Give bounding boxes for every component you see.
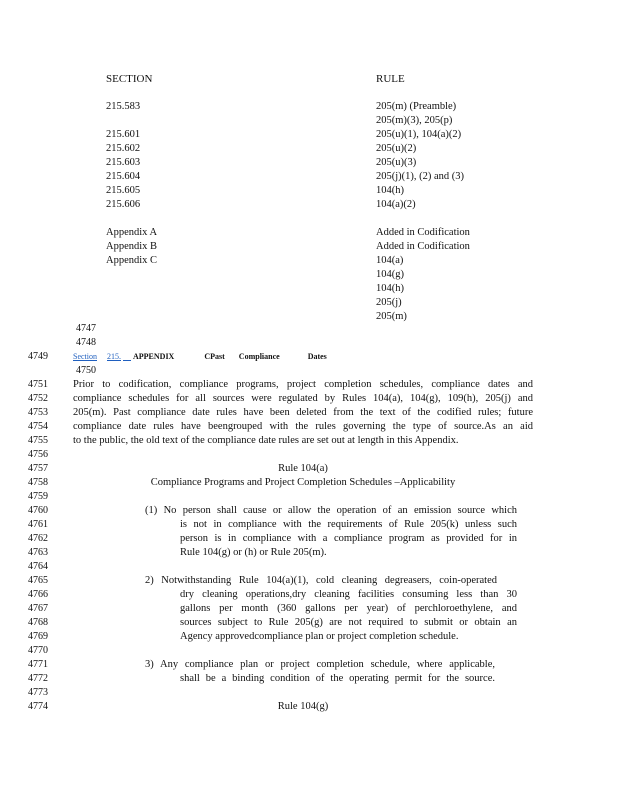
line-number: 4752: [28, 393, 48, 404]
appendix-cell: Appendix A: [106, 227, 158, 238]
item-2-first-line: 2) Notwithstanding Rule 104(a)(1), cold cleaning degreasers, coin-operated: [145, 575, 497, 586]
rule-cell: 104(a)(2): [376, 199, 416, 210]
line-number: 4748: [76, 337, 96, 348]
paragraph-line: compliance schedules for all sources were regulated by Rules 104(a), 104(g), 109(h), 205(j) and: [73, 393, 533, 404]
section-cell: 215.583: [106, 101, 141, 112]
line-number: 4774: [28, 701, 48, 712]
item-2-continuation: [180, 588, 517, 644]
appendix-cell: Appendix C: [106, 255, 158, 266]
rule-cell: 104(a): [376, 255, 404, 266]
dates-label: Dates: [307, 352, 327, 361]
line-number: 4765: [28, 575, 48, 586]
compliance-label: Compliance: [238, 352, 280, 361]
item-2: [145, 574, 497, 588]
line-number-gutter: [28, 378, 58, 714]
rule-cell: 104(g): [376, 269, 404, 280]
intro-paragraph: [73, 378, 533, 448]
section-cell: 215.601: [106, 129, 141, 140]
section-cell: 215.604: [106, 171, 141, 182]
rule-104g-title: Rule 104(g): [277, 701, 329, 712]
link-underline: [123, 352, 131, 361]
line-number: 4759: [28, 491, 48, 502]
line-number: 4770: [28, 645, 48, 656]
item-3-first-line: 3) Any compliance plan or project completion schedule, where applicable,: [145, 659, 495, 670]
item-line: person is in compliance with a compliance program as provided for in: [180, 533, 517, 544]
rule-column-header: RULE: [376, 73, 405, 85]
paragraph-line: 205(m). Past compliance date rules have been deleted from the text of the codified rules; future: [73, 407, 533, 418]
rule-cell: 205(j)(1), (2) and (3): [376, 171, 465, 182]
line-number: 4771: [28, 659, 48, 670]
line-number: 4756: [28, 449, 48, 460]
rule-cell: 104(h): [376, 185, 404, 196]
line-number: 4753: [28, 407, 48, 418]
section-cell: 215.605: [106, 185, 141, 196]
line-number: 4769: [28, 631, 48, 642]
line-number: 4757: [28, 463, 48, 474]
line-number: 4755: [28, 435, 48, 446]
item-line: Rule 104(g) or (h) or Rule 205(m).: [180, 547, 327, 558]
paragraph-line: compliance date rules have beengrouped with the rules governing the type of source.As an aid: [73, 421, 533, 432]
item-3-continuation: [180, 672, 495, 686]
section-cell: 215.603: [106, 157, 141, 168]
appendix-label: APPENDIX: [133, 352, 175, 361]
section-list-group2: [106, 226, 157, 268]
line-number: 4766: [28, 589, 48, 600]
rule-104a-subtitle: Compliance Programs and Project Completion Schedules –Applicability: [150, 477, 456, 488]
line-number: 4763: [28, 547, 48, 558]
line-number: 4773: [28, 687, 48, 698]
line-number: 4762: [28, 533, 48, 544]
appendix-cell: Appendix B: [106, 241, 158, 252]
section-list-group1: [106, 100, 140, 212]
cpast-label: CPast: [204, 352, 225, 361]
section-number-link[interactable]: 215.: [107, 352, 121, 361]
appendix-heading: [73, 350, 327, 364]
section-cell: [106, 114, 140, 128]
rule-list-group1: [376, 100, 464, 212]
line-number: 4754: [28, 421, 48, 432]
item-1-first-line: (1) No person shall cause or allow the operation of an emission source which: [145, 505, 517, 516]
rule-cell: 205(m)(3), 205(p): [376, 115, 453, 126]
item-line: gallons per month (360 gallons per year) of perchloroethylene, and: [180, 603, 517, 614]
line-number: 4772: [28, 673, 48, 684]
item-line: sources subject to Rule 205(g) are not required to submit or obtain an: [180, 617, 517, 628]
line-number: 4750: [76, 365, 96, 376]
line-number: 4747: [76, 323, 96, 334]
line-number: 4764: [28, 561, 48, 572]
section-link[interactable]: Section: [73, 352, 97, 361]
rule-cell: 104(h): [376, 283, 404, 294]
paragraph-line: to the public, the old text of the compliance date rules are set out at length in this Appendix.: [73, 435, 459, 446]
section-cell: 215.602: [106, 143, 141, 154]
line-number: 4767: [28, 603, 48, 614]
item-1: [145, 504, 517, 518]
item-line: Agency approvedcompliance plan or project completion schedule.: [180, 631, 459, 642]
item-3: [145, 658, 495, 672]
item-line: dry cleaning operations,dry cleaning facilities consuming less than 30: [180, 589, 517, 600]
rule-cell: Added in Codification: [376, 227, 470, 238]
rule-cell: Added in Codification: [376, 241, 470, 252]
line-number: 4768: [28, 617, 48, 628]
section-column-header: SECTION: [106, 73, 153, 85]
paragraph-line: Prior to codification, compliance programs, project completion schedules, compliance dates and: [73, 379, 533, 390]
rule-cell: 205(u)(3): [376, 157, 417, 168]
section-cell: 215.606: [106, 199, 141, 210]
rule-cell: 205(m): [376, 311, 407, 322]
rule-cell: 205(u)(2): [376, 143, 417, 154]
item-line: is not in compliance with the requirements of Rule 205(k) unless such: [180, 519, 517, 530]
line-number: 4761: [28, 519, 48, 530]
item-1-continuation: [180, 518, 517, 560]
rule-cell: 205(j): [376, 297, 402, 308]
rule-list-group2: [376, 226, 470, 324]
line-number: 4758: [28, 477, 48, 488]
rule-104a-title: Rule 104(a): [278, 463, 328, 474]
rule-cell: 205(u)(1), 104(a)(2): [376, 129, 462, 140]
line-number: 4760: [28, 505, 48, 516]
line-number: 4749: [28, 351, 48, 362]
item-line: shall be a binding condition of the operating permit for the source.: [180, 673, 495, 684]
rule-cell: 205(m) (Preamble): [376, 101, 457, 112]
line-number: 4751: [28, 379, 48, 390]
